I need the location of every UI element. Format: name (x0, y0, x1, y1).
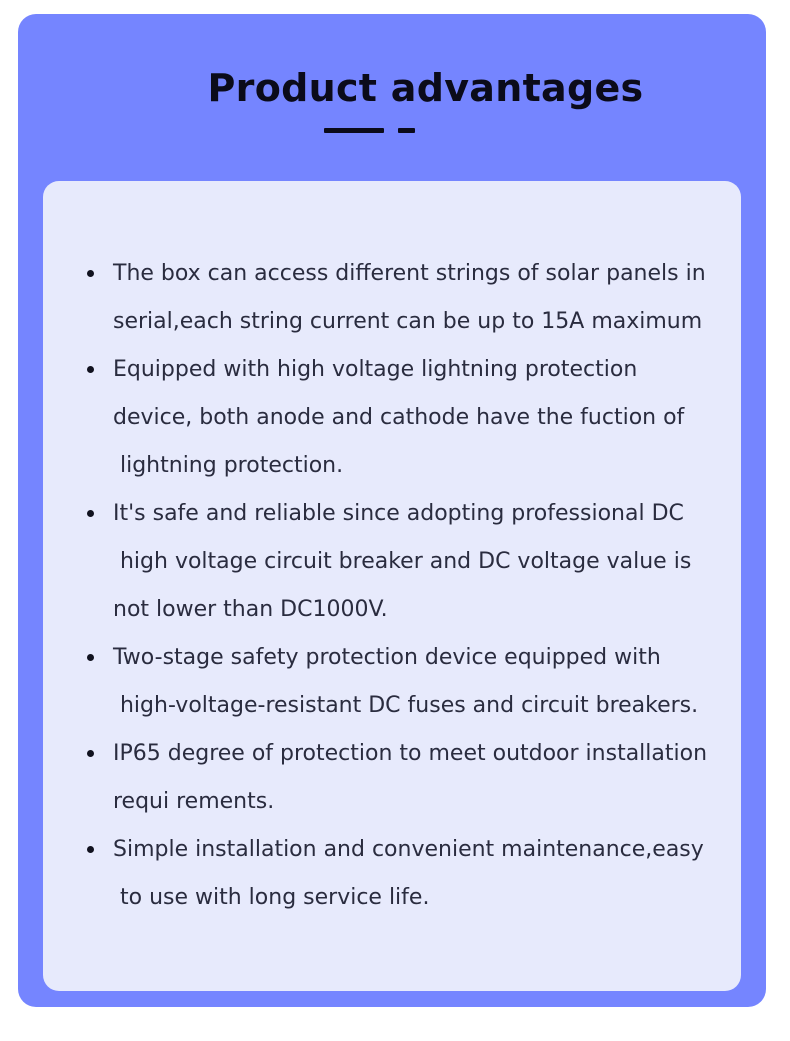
item-text-line: The box can access different strings of solar panels in (113, 261, 706, 286)
advantages-panel (43, 181, 741, 991)
product-advantages-card (18, 14, 766, 1007)
bullet-icon (87, 654, 94, 661)
list-item (87, 730, 707, 826)
item-text-line: serial,each string current can be up to 15A maximum (113, 309, 703, 334)
item-text-line: Two-stage safety protection device equipped with (113, 645, 661, 670)
bullet-icon (87, 846, 94, 853)
item-text-line: requi rements. (113, 789, 275, 814)
item-text-line: device, both anode and cathode have the fuction of (113, 405, 685, 430)
item-text-line: to use with long service life. (113, 885, 430, 910)
item-text-line: not lower than DC1000V. (113, 597, 388, 622)
item-text-line: high-voltage-resistant DC fuses and circuit breakers. (113, 693, 699, 718)
list-item (87, 634, 707, 730)
page-title: Product advantages (207, 66, 644, 110)
list-item (87, 250, 707, 346)
title-underline-short (398, 128, 415, 133)
item-text-line: Simple installation and convenient maintenance,easy (113, 837, 704, 862)
list-item (87, 346, 707, 490)
title-underline-long (324, 128, 384, 133)
item-text-line: lightning protection. (113, 453, 344, 478)
item-text-line: It's safe and reliable since adopting professional DC (113, 501, 684, 526)
bullet-icon (87, 510, 94, 517)
item-text-line: Equipped with high voltage lightning protection (113, 357, 638, 382)
list-item (87, 490, 707, 634)
bullet-icon (87, 750, 94, 757)
item-text-line: high voltage circuit breaker and DC voltage value is (113, 549, 692, 574)
list-item (87, 826, 707, 922)
item-text-line: IP65 degree of protection to meet outdoor installation (113, 741, 708, 766)
bullet-icon (87, 366, 94, 373)
bullet-icon (87, 270, 94, 277)
advantages-list (87, 250, 707, 922)
